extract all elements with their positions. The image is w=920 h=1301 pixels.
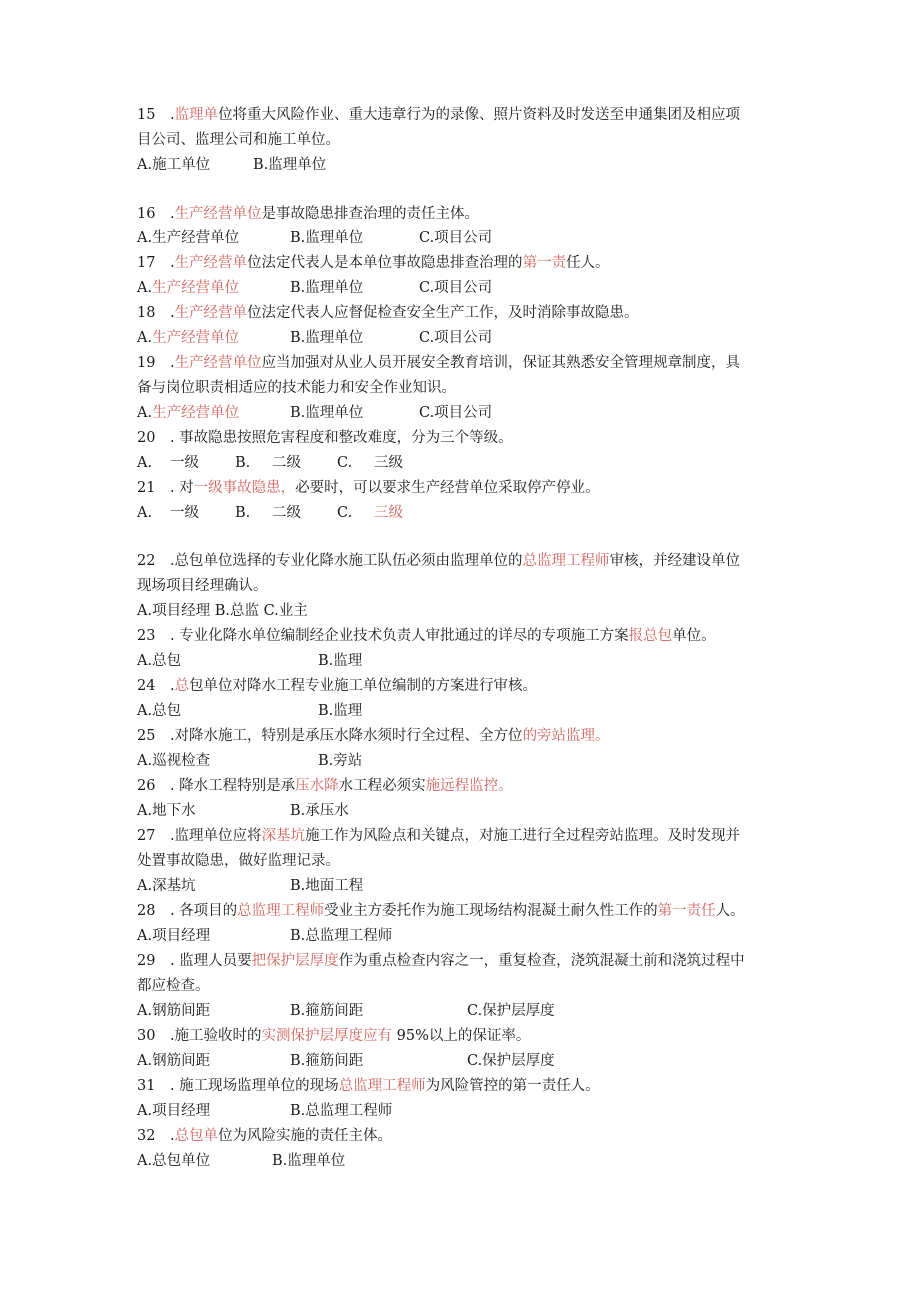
text-segment: C.保护层厚度 xyxy=(467,1003,555,1019)
question-text xyxy=(137,726,610,746)
question-text xyxy=(137,303,639,323)
text-segment: 都应检查。 xyxy=(137,978,210,994)
highlighted-text: 第一责 xyxy=(522,255,567,271)
text-segment: B.监理单位 xyxy=(290,330,364,346)
answer-option xyxy=(290,328,363,348)
answer-option xyxy=(137,651,181,671)
question-text xyxy=(137,551,740,571)
text-segment: C. xyxy=(337,505,353,521)
answer-option xyxy=(467,1001,555,1021)
text-segment: A. xyxy=(137,330,153,346)
answer-option xyxy=(253,155,326,175)
highlighted-text: 报总包 xyxy=(628,628,673,644)
answer-option xyxy=(137,701,181,721)
text-segment: 处置事故隐患，做好监理记录。 xyxy=(137,853,340,869)
highlighted-text: 的旁站监理。 xyxy=(522,728,610,744)
answer-option xyxy=(137,801,196,821)
question-text xyxy=(137,826,740,846)
text-segment: 32 . xyxy=(137,1128,175,1144)
question-text xyxy=(137,428,513,448)
highlighted-text: 第一责任 xyxy=(657,903,716,919)
text-segment: A.施工单位 xyxy=(137,157,211,173)
answer-option xyxy=(419,278,492,298)
text-segment: A.总包 xyxy=(137,653,182,669)
text-segment: 备与岗位职责相适应的技术能力和安全作业知识。 xyxy=(137,380,456,396)
text-segment: A. xyxy=(137,405,153,421)
text-segment: B.地面工程 xyxy=(290,878,364,894)
text-segment: A.总包 xyxy=(137,703,182,719)
question-text xyxy=(137,901,745,921)
question-text xyxy=(137,576,268,596)
text-segment: A.钢筋间距 xyxy=(137,1003,211,1019)
text-segment: 应当加强对从业人员开展安全教育培训，保证其熟悉安全管理规章制度，具 xyxy=(261,355,741,371)
answer-option xyxy=(318,751,362,771)
highlighted-text: 生产经营单位 xyxy=(152,280,240,296)
answer-option xyxy=(290,228,363,248)
answer-option xyxy=(272,453,301,473)
highlighted-text: 三级 xyxy=(374,505,403,521)
text-segment: B.监理 xyxy=(318,653,363,669)
answer-option xyxy=(419,228,492,248)
highlighted-text: 总监理工程师 xyxy=(237,903,325,919)
answer-option xyxy=(137,155,210,175)
text-segment: 25 .对降水施工，特别是承压水降水须时行全过程、全方位 xyxy=(137,728,523,744)
text-segment: A.生产经营单位 xyxy=(137,230,240,246)
text-segment: 一级 xyxy=(170,455,199,471)
text-segment: 位法定代表人是本单位事故隐患排查治理的 xyxy=(247,255,523,271)
answer-option xyxy=(137,278,239,298)
highlighted-text: 生产经营单位 xyxy=(152,330,240,346)
answer-option xyxy=(137,503,152,523)
text-segment: B.监理单位 xyxy=(290,230,364,246)
text-segment: C.项目公司 xyxy=(419,405,493,421)
text-segment: 17 . xyxy=(137,255,175,271)
question-text xyxy=(137,676,537,696)
text-segment: 位将重大风险作业、重大违章行为的录像、照片资料及时发送至申通集团及相应项 xyxy=(218,107,741,123)
highlighted-text: 生产经营单 xyxy=(174,305,248,321)
question-text xyxy=(137,1076,600,1096)
text-segment: A.项目经理 B.总监 C.业主 xyxy=(137,603,308,619)
question-text xyxy=(137,204,479,224)
answer-option xyxy=(467,1051,555,1071)
answer-option xyxy=(137,228,239,248)
answer-option xyxy=(170,453,199,473)
text-segment: 24 . xyxy=(137,678,175,694)
answer-option xyxy=(137,328,239,348)
text-segment: B.监理 xyxy=(318,703,363,719)
text-segment: 16 . xyxy=(137,206,175,222)
text-segment: A.钢筋间距 xyxy=(137,1053,211,1069)
question-text xyxy=(137,851,340,871)
text-segment: 27 .监理单位应将 xyxy=(137,828,262,844)
answer-option xyxy=(137,751,210,771)
text-segment: A.深基坑 xyxy=(137,878,196,894)
answer-option xyxy=(290,403,363,423)
text-segment: A.项目经理 xyxy=(137,1103,211,1119)
text-segment: 二级 xyxy=(272,455,301,471)
answer-option xyxy=(419,328,492,348)
answer-option xyxy=(170,503,199,523)
text-segment: 23 . 专业化降水单位编制经企业技术负责人审批通过的详尽的专项施工方案 xyxy=(137,628,629,644)
text-segment: C.项目公司 xyxy=(419,230,493,246)
answer-option xyxy=(137,1001,210,1021)
text-segment: 29 . 监理人员要 xyxy=(137,953,252,969)
text-segment: 20 . 事故隐患按照危害程度和整改难度，分为三个等级。 xyxy=(137,430,513,446)
highlighted-text: 压水降 xyxy=(295,778,339,794)
text-segment: 作为重点检查内容之一，重复检查，浇筑混凝土前和浇筑过程中 xyxy=(338,953,745,969)
highlighted-text: 生产经营单位 xyxy=(152,405,240,421)
text-segment: 95%以上的保证率。 xyxy=(392,1028,531,1044)
text-segment: B.承压水 xyxy=(290,803,349,819)
text-segment: 18 . xyxy=(137,305,175,321)
highlighted-text: 监理单 xyxy=(174,107,219,123)
text-segment: 21 . 对 xyxy=(137,480,194,496)
text-segment: C.项目公司 xyxy=(419,280,493,296)
text-segment: 任人。 xyxy=(566,255,610,271)
text-segment: 必要时，可以要求生产经营单位采取停产停业。 xyxy=(295,480,600,496)
text-segment: A. xyxy=(137,280,153,296)
answer-option xyxy=(137,926,210,946)
answer-option xyxy=(272,1151,345,1171)
answer-option xyxy=(419,403,492,423)
text-segment: B.总监理工程师 xyxy=(290,928,393,944)
question-text xyxy=(137,976,210,996)
answer-option xyxy=(137,601,308,621)
text-segment: 是事故隐患排查治理的责任主体。 xyxy=(261,206,480,222)
text-segment: 目公司、监理公司和施工单位。 xyxy=(137,132,340,148)
text-segment: A.项目经理 xyxy=(137,928,211,944)
text-segment: A.总包单位 xyxy=(137,1153,211,1169)
text-segment: 现场项目经理确认。 xyxy=(137,578,268,594)
answer-option xyxy=(137,453,152,473)
answer-option xyxy=(290,1001,363,1021)
answer-option xyxy=(290,801,349,821)
answer-option xyxy=(290,926,392,946)
text-segment: 人。 xyxy=(715,903,745,919)
highlighted-text: 生产经营单位 xyxy=(174,206,262,222)
question-text xyxy=(137,951,745,971)
answer-option xyxy=(318,701,362,721)
text-segment: A.地下水 xyxy=(137,803,196,819)
text-segment: A. xyxy=(137,505,153,521)
text-segment: B. xyxy=(235,455,251,471)
text-segment: 水工程必须实 xyxy=(338,778,426,794)
answer-option xyxy=(290,1101,392,1121)
text-segment: 为风险管控的第一责任人。 xyxy=(425,1078,600,1094)
text-segment: 受业主方委托作为施工现场结构混凝土耐久性工作的 xyxy=(324,903,658,919)
text-segment: 28 . 各项目的 xyxy=(137,903,238,919)
text-segment: 位为风险实施的责任主体。 xyxy=(218,1128,393,1144)
highlighted-text: 生产经营单 xyxy=(174,255,248,271)
text-segment: 22 .总包单位选择的专业化降水施工队伍必须由监理单位的 xyxy=(137,553,523,569)
highlighted-text: 把保护层厚度 xyxy=(251,953,339,969)
text-segment: B.监理单位 xyxy=(272,1153,346,1169)
answer-option xyxy=(272,503,301,523)
text-segment: A. xyxy=(137,455,153,471)
text-segment: B.箍筋间距 xyxy=(290,1003,364,1019)
answer-option xyxy=(374,503,403,523)
question-text xyxy=(137,1026,530,1046)
answer-option xyxy=(137,403,239,423)
answer-option xyxy=(137,1101,210,1121)
highlighted-text: 总包单 xyxy=(174,1128,219,1144)
highlighted-text: 总 xyxy=(174,678,190,694)
question-text xyxy=(137,105,740,125)
answer-option xyxy=(290,278,363,298)
question-text xyxy=(137,1126,392,1146)
answer-option xyxy=(137,1151,210,1171)
text-segment: 三级 xyxy=(374,455,403,471)
text-segment: 19 . xyxy=(137,355,175,371)
question-text xyxy=(137,626,716,646)
question-text xyxy=(137,130,340,150)
text-segment: B.箍筋间距 xyxy=(290,1053,364,1069)
text-segment: B. xyxy=(235,505,251,521)
text-segment: 31 . 施工现场监理单位的现场 xyxy=(137,1078,339,1094)
question-text xyxy=(137,378,456,398)
text-segment: B.监理单位 xyxy=(290,405,364,421)
text-segment: 26 . 降水工程特别是承 xyxy=(137,778,296,794)
text-segment: 包单位对降水工程专业施工单位编制的方案进行审核。 xyxy=(189,678,538,694)
text-segment: B.监理单位 xyxy=(253,157,327,173)
question-text xyxy=(137,478,600,498)
highlighted-text: 总监理工程师 xyxy=(522,553,610,569)
highlighted-text: 实测保护层厚度应有 xyxy=(261,1028,393,1044)
text-segment: A.巡视检查 xyxy=(137,753,211,769)
highlighted-text: 施远程监控。 xyxy=(425,778,513,794)
text-segment: B.旁站 xyxy=(318,753,363,769)
text-segment: 二级 xyxy=(272,505,301,521)
text-segment: C.保护层厚度 xyxy=(467,1053,555,1069)
question-text xyxy=(137,353,740,373)
text-segment: 30 .施工验收时的 xyxy=(137,1028,262,1044)
answer-option xyxy=(235,503,250,523)
text-segment: C.项目公司 xyxy=(419,330,493,346)
question-text xyxy=(137,776,513,796)
answer-option xyxy=(137,876,196,896)
text-segment: 审核，并经建设单位 xyxy=(609,553,741,569)
answer-option xyxy=(318,651,362,671)
text-segment: 位法定代表人应督促检查安全生产工作，及时消除事故隐患。 xyxy=(247,305,639,321)
question-text xyxy=(137,253,610,273)
highlighted-text: 生产经营单位 xyxy=(174,355,262,371)
answer-option xyxy=(337,453,352,473)
text-segment: B.总监理工程师 xyxy=(290,1103,393,1119)
answer-option xyxy=(137,1051,210,1071)
text-segment: 单位。 xyxy=(672,628,716,644)
highlighted-text: 一级事故隐患， xyxy=(193,480,296,496)
text-segment: 15 . xyxy=(137,107,175,123)
answer-option xyxy=(374,453,403,473)
text-segment: B.监理单位 xyxy=(290,280,364,296)
highlighted-text: 深基坑 xyxy=(261,828,306,844)
answer-option xyxy=(290,876,363,896)
text-segment: C. xyxy=(337,455,353,471)
highlighted-text: 总监理工程师 xyxy=(338,1078,426,1094)
answer-option xyxy=(290,1051,363,1071)
answer-option xyxy=(235,453,250,473)
text-segment: 一级 xyxy=(170,505,199,521)
answer-option xyxy=(337,503,352,523)
text-segment: 施工作为风险点和关键点，对施工进行全过程旁站监理。及时发现并 xyxy=(305,828,741,844)
